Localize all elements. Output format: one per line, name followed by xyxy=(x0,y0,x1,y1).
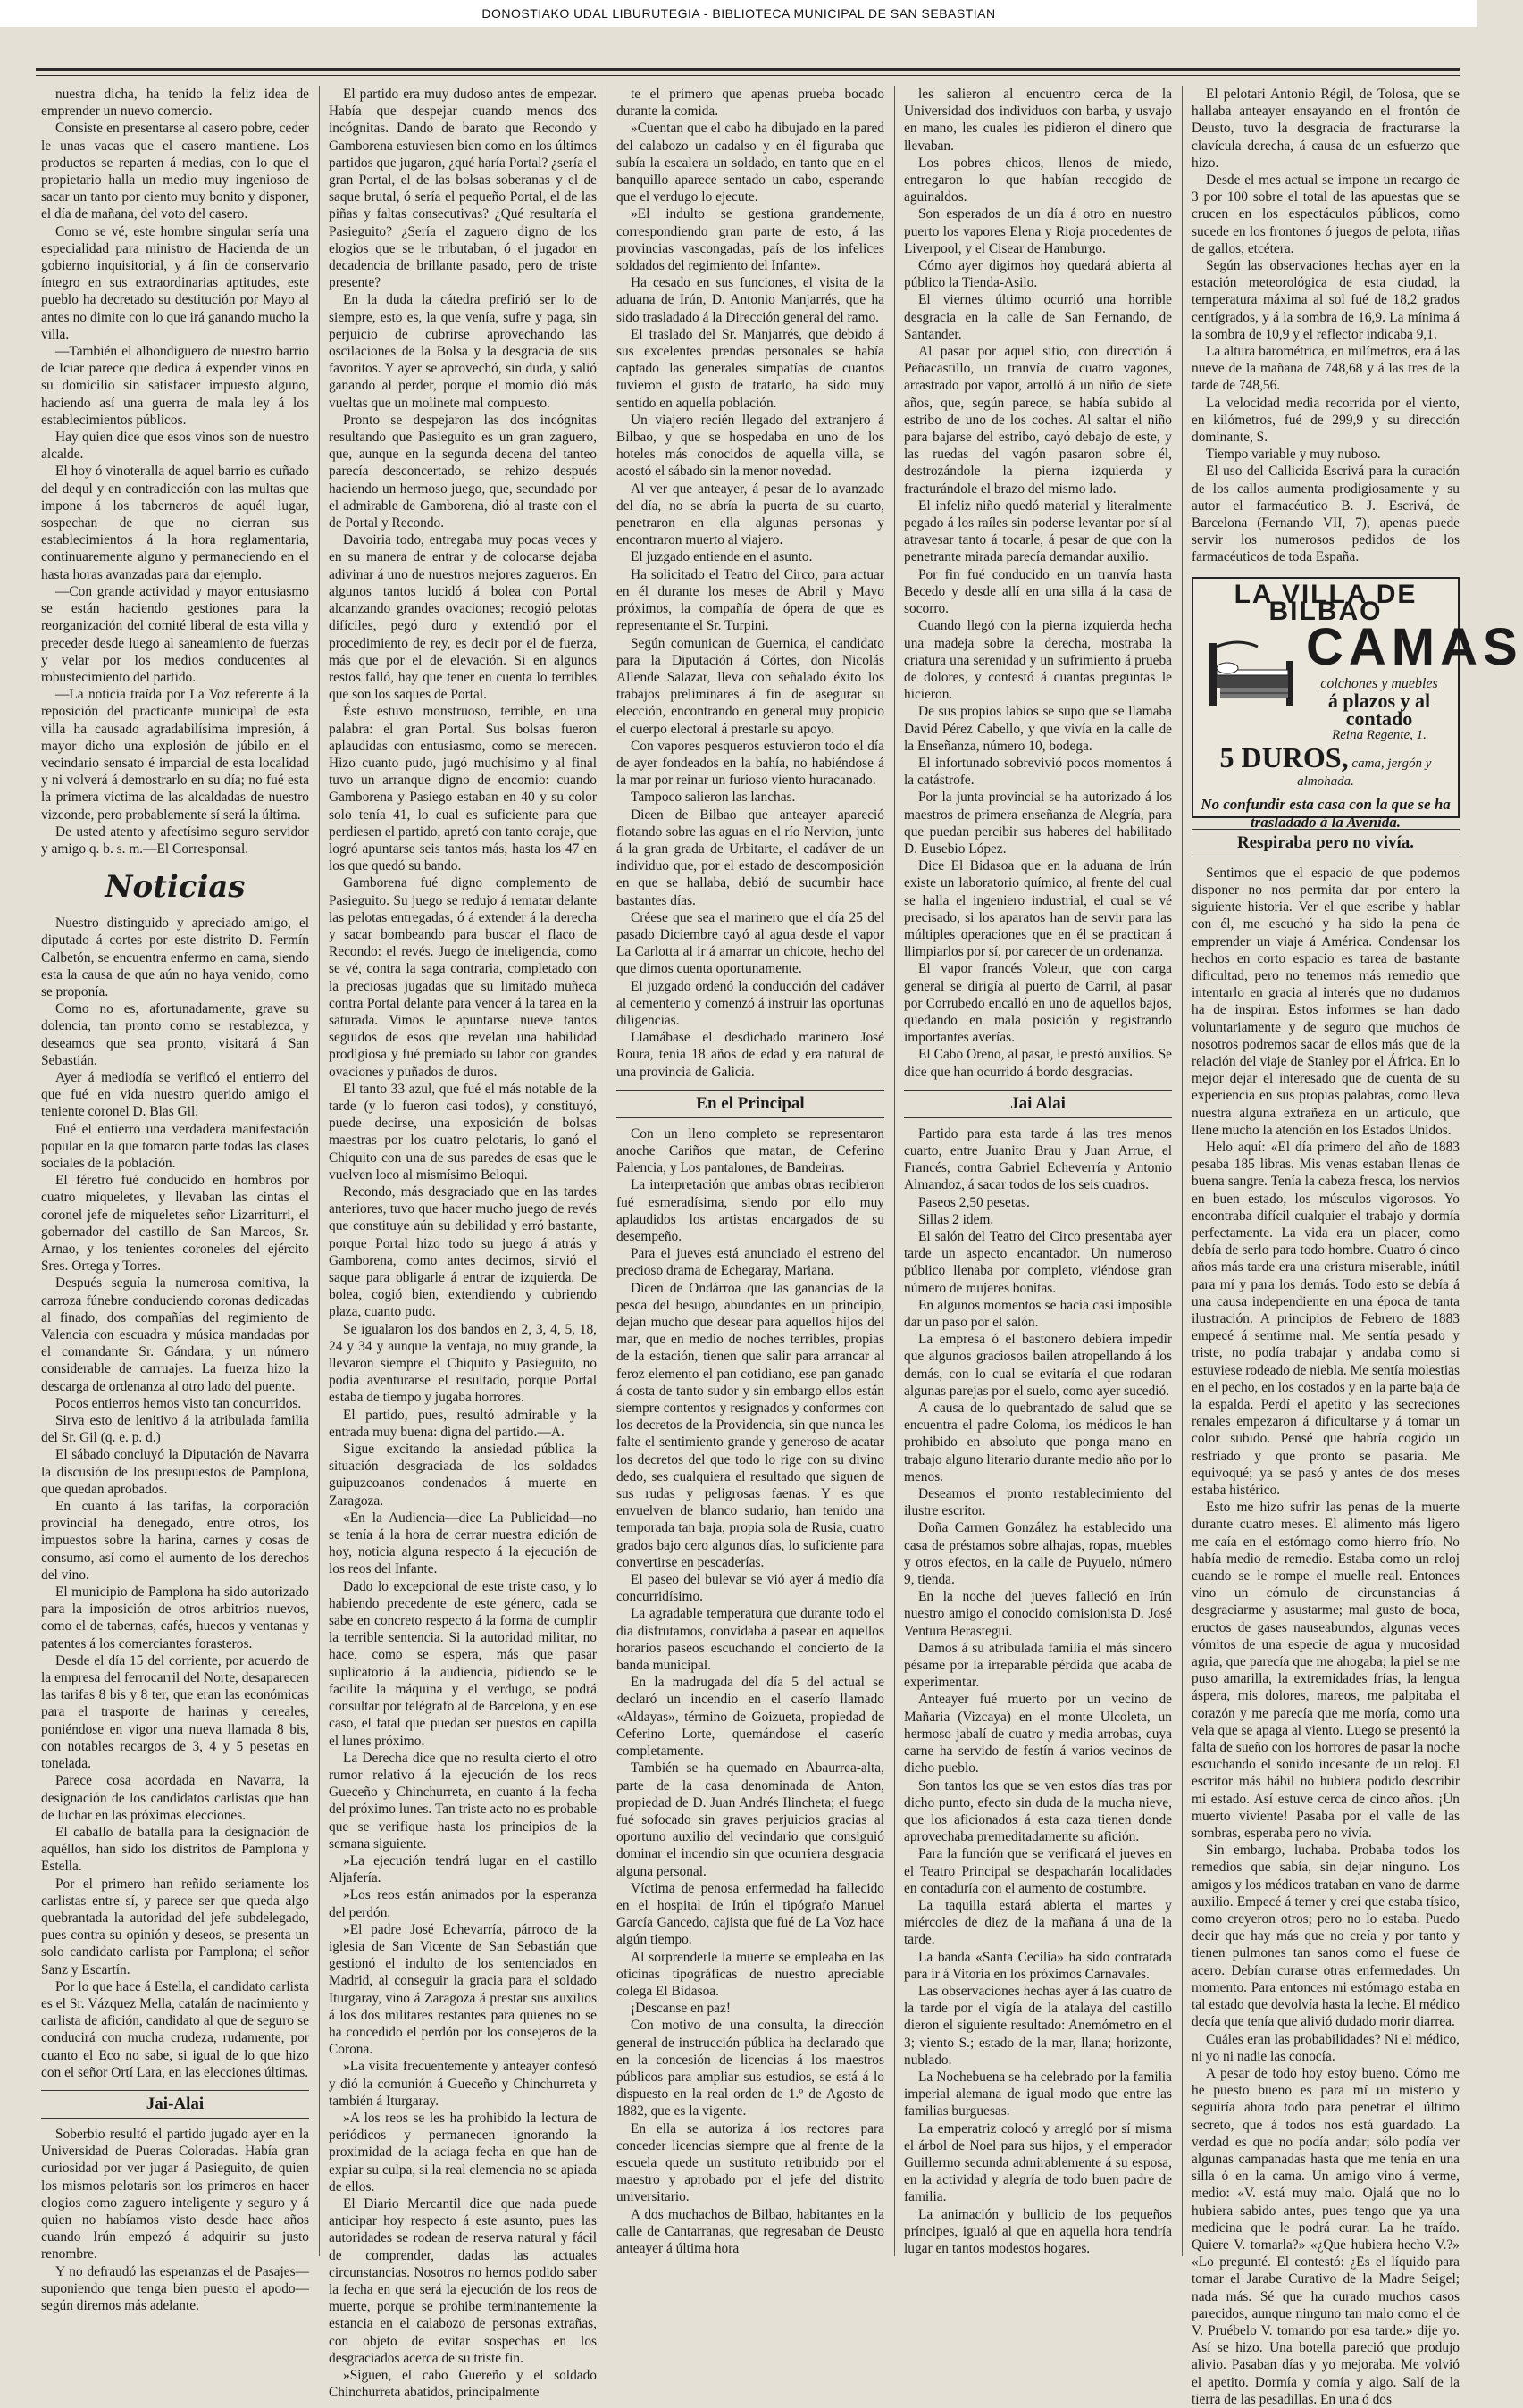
paragraph: De sus propios labios se supo que se llamaba David Pérez Cabello, y que vivía en la calle de la Enseñanza, número 10, bodega. xyxy=(904,704,1172,754)
paragraph: El traslado del Sr. Manjarrés, que debido á sus excelentes prendas personales se había captado las generales simpatías de cuantos tuvieron el gusto de tratarlo, ha sido muy sentido en aquella población. xyxy=(616,326,884,411)
top-double-rule xyxy=(36,68,1460,76)
paragraph: A dos muchachos de Bilbao, habitantes en la calle de Cantarranas, que regresaban de Deusto anteayer á última hora xyxy=(616,2206,884,2256)
column-2 xyxy=(329,86,597,2401)
column-divider xyxy=(319,86,320,2256)
paragraph: »La ejecución tendrá lugar en el castillo Aljafería. xyxy=(329,1852,597,1886)
paragraph: Sirva esto de lenitivo á la atribulada familia del Sr. Gil (q. e. p. d.) xyxy=(41,1413,309,1446)
library-header xyxy=(0,0,1477,27)
ad-subtitle: colchones y muebles xyxy=(1320,676,1438,692)
paragraph: Ha solicitado el Teatro del Circo, para actuar en él durante los meses de Abril y Mayo próximos, la compañía de ópera de que es representante el Sr. Turpini. xyxy=(616,566,884,634)
paragraph: Pronto se despejaron las dos incógnitas resultando que Pasieguito es un gran zaguero, que, aunque en la segunda decena del tanteo parecía desconcertado, se rehizo después haciendo un hermoso juego, que, secundado por el admirable de Gamborena, dió al traste con el de Portal y Recondo. xyxy=(329,412,597,531)
paragraph: Dicen de Ondárroa que las ganancias de la pesca del besugo, abundantes en un principio, dejan mucho que desear para aquellos hijos del mar, que en medio de noches terribles, propias de la estación, tienen que salir para arrancar al feroz elemento el pan cotidiano, ese pan ganado á costa de tanto sudor y sin embargo ellos están siempre contentos y resignados y conformes con los decretos de la Providencia, sin que nunca les falte el sentimiento grande y generoso de acatar los decretos del que todo lo rige con su divino dedo, ses cualquiera el resultado que siguen de sus rudas y peligrosas faenas. Y es que envuelven de blanco sudario, han tenido una temporada tan baja, propia sola de Rusia, cuatro grados bajo cero algunos días, lo suficiente para convertirse en pescaderías. xyxy=(616,1280,884,1570)
paragraph: El Cabo Oreno, al pasar, le prestó auxilios. Se dice que han ocurrido á bordo desgracias. xyxy=(904,1047,1172,1080)
paragraph: —La noticia traída por La Voz referente á la reposición del practicante municipal de esta villa ha causado agradabilísima impresión, á mayor dicho una explosión de júbilo en el vecindario sensato é imparcial de esta localidad y ni volverá á demostrarlo en su día; no fué esta la primera victima de las alcaldadas de nuestro vizconde, pero probablemente sí será la última. xyxy=(41,687,309,823)
paragraph: La emperatriz colocó y arregló por sí misma el árbol de Noel para sus hijos, y el emperador Guillermo secunda admirablemente á su esposa, en la actividad y alegría de todo buen padre de familia. xyxy=(904,2120,1172,2205)
paragraph: Tiempo variable y muy nuboso. xyxy=(1206,447,1381,463)
column-4 xyxy=(904,86,1172,2265)
paragraph: La Nochebuena se ha celebrado por la familia imperial alemana de igual modo que entre las familias burguesas. xyxy=(904,2069,1172,2120)
section-title-jai-alai-2: Jai Alai xyxy=(904,1090,1172,1118)
paragraph: Y no defraudó las esperanzas el de Pasajes—suponiendo que tenga bien puesto el apodo—según diremos más adelante. xyxy=(41,2263,309,2313)
ad-price-detail: cama, jergón y almohada. xyxy=(1297,756,1432,790)
paragraph: Por la junta provincial se ha autorizado á los maestros de primera enseñanza de Alegría, para que puedan percibir sus haberes del habilitado D. Eusebio López. xyxy=(904,790,1172,857)
ad-product-camas: CAMAS xyxy=(1306,618,1523,677)
paragraph: Cuáles eran las probabilidades? Ni el médico, ni yo ni nadie las conocía. xyxy=(1192,2031,1460,2064)
paragraph: En la madrugada del día 5 del actual se declaró un incendio en el caserío llamado «Aldayas», término de Goizueta, propiedad de Ceferino Lorte, quemándose el caserío completamente. xyxy=(616,1675,884,1760)
paragraph: Fué el entierro una verdadera manifestación popular en la que tomaron parte todas las clases sociales de la población. xyxy=(41,1121,309,1171)
paragraph: El salón del Teatro del Circo presentaba ayer tarde un aspecto encantador. Un numeroso público llenaba por completo, viéndose gran número de mujeres bonitas. xyxy=(904,1229,1172,1296)
bed-illustration-icon xyxy=(1202,634,1301,715)
paragraph: Hay quien dice que esos vinos son de nuestro alcalde. xyxy=(41,430,309,463)
paragraph: Al pasar por aquel sitio, con dirección á Peñacastillo, un tranvía de cuatro vagones, arrastrado por vapor, arrolló á un niño de siete años, que, según parece, se había subido al estribo de uno de los coches. Al saltar el niño para bajarse del estribo, cayó debajo de este, y las ruedas del vagón pasaron sobre él, destrozándole la pierna izquierda y fracturándole el brazo del mismo lado. xyxy=(904,344,1172,497)
paragraph: Según comunican de Guernica, el candidato para la Diputación á Córtes, don Nicolás Allende Salazar, lleva con señalado éxito los trabajos preliminares á fin de asegurar su elección, encontrando en general muy propicio el cuerpo electoral á prestarle su apoyo. xyxy=(616,635,884,737)
paragraph: Son esperados de un día á otro en nuestro puerto los vapores Elena y Rioja procedentes de Liverpool, y el Cisear de Hamburgo. xyxy=(904,206,1172,256)
paragraph: Consiste en presentarse al casero pobre, ceder le unas vacas que el casero mantiene. Los productos se reparten á medias, con lo que el propietario halla un medio muy ingenioso de sacar un tanto por ciento muy bonito y disponer, el día de mañana, del voto del casero. xyxy=(41,121,309,222)
paragraph: La agradable temperatura que durante todo el día disfrutamos, convidaba á pasear en aquellos horarios paseos escuchando el concierto de la banda municipal. xyxy=(616,1606,884,1674)
paragraph: Llamábase el desdichado marinero José Roura, tenía 18 años de edad y era natural de una provincia de Galicia. xyxy=(616,1030,884,1080)
paragraph: Ayer á mediodía se verificó el entierro del que fué en vida nuestro querido amigo el teniente coronel D. Blas Gil. xyxy=(41,1069,309,1120)
paragraph: El hoy ó vinoteralla de aquel barrio es cuñado del dequl y en contradicción con las multas que impone á los taberneros de aquél lugar, sospechan de que no cierran sus establecimientos á la hora reglamentaria, continuaremente alguno y permaneciendo en el hasta horas avanzadas para dar ejemplo. xyxy=(41,464,309,582)
paragraph: Para el jueves está anunciado el estreno del precioso drama de Echegaray, Mariana. xyxy=(616,1246,884,1279)
paragraph: Parece cosa acordada en Navarra, la designación de los candidatos carlistas que han de luchar en las próximas elecciones. xyxy=(41,1773,309,1823)
paragraph: De usted atento y afectísimo seguro servidor y amigo q. b. s. m.—El Corresponsal. xyxy=(41,824,309,857)
section-title-jai-alai: Jai-Alai xyxy=(41,2090,309,2119)
paragraph: Pocos entierros hemos visto tan concurridos. xyxy=(55,1395,302,1411)
paragraph: A pesar de todo hoy estoy bueno. Cómo me he puesto bueno es para mí un misterio y seguiría ahora todo para penetrar el último secreto, que á todos nos está guardado. La verdad es que no podía andar; sólo podía ver algunas campanadas hasta que me tenía en una silla ó en la cama. Un amigo vino á verme, medio: «V. está muy malo. Ojalá que no lo hubiera sabido antes, pues tengo que ya una medicina que le podrá curar. La he traído. Quiere V. tomarla?» «¿Que hubiera hecho V.?» «Lo pregunté. El contestó: ¿Es el líquido para tomar el Jarabe Curativo de la Madre Seigel; nada más. Sé que ha curado muchos casos parecidos, aunque ninguno tan malo como el de V. Pruébelo V. tomando por esa tarde.» dije yo. Así se hizo. Una botella pareció que produjo alivio. Pasaban días y yo mejoraba. Me volvió el apetito. Dormía y comía y algo. Salí de la tierra de las pesadillas. En una ó dos xyxy=(1192,2065,1460,2407)
paragraph: La velocidad media recorrida por el viento, en kilómetros, fué de 299,9 y su dirección dominante, S. xyxy=(1192,395,1460,446)
paragraph: Al ver que anteayer, á pesar de lo avanzado del día, no se abría la puerta de su cuarto, penetraron en ella algunas personas y encontraron muerto al viajero. xyxy=(616,481,884,548)
paragraph: Por el primero han reñido seriamente los carlistas entre sí, y parece ser que queda algo quebrantada la autoridad del jefe subdelegado, pues contra su opinión y deseos, se presenta un solo candidato carlista por Pamplona; el señor Sanz y Escartín. xyxy=(41,1876,309,1977)
paragraph: Sillas 2 idem. xyxy=(918,1211,994,1227)
paragraph: »Siguen, el cabo Guereño y el soldado Chinchurreta abatidos, principalmente xyxy=(329,2368,597,2401)
paragraph: Con motivo de una consulta, la dirección general de instrucción pública ha declarado que en la concesión de licencias á los maestros públicos para ampliar sus estudios, se está á lo dispuesto en la real orden de 1.º de Agosto de 1882, que es la vigente. xyxy=(616,2018,884,2120)
paragraph: Soberbio resultó el partido jugado ayer en la Universidad de Pueras Coloradas. Había gran curiosidad por ver jugar á Pasieguito, de quien los mismos pelotaris son los primeros en hacer elogios como zaguero inteligente y seguro y á quien no habíamos visto desde hace años cuando Irún empezó á adquirir su justo renombre. xyxy=(41,2126,309,2262)
paragraph: El viernes último ocurrió una horrible desgracia en la calle de San Fernando, de Santander. xyxy=(904,292,1172,342)
paragraph: Esto me hizo sufrir las penas de la muerte durante cuatro meses. El alimento más ligero me caía en el estómago como hierro frío. No había medio de remedio. Estaba como un reloj cuando se le rompe el muelle real. Entonces vino un cómulo de circunstancias á desgraciarme y asustarme; mal gusto de boca, eructos de gases nauseabundos, algunas veces vómitos de una especie de agua y mucosidad agria, que parecía que me ahogaba; la piel se me puso amarilla, la extremidades frías, la lengua áspera, mis dolores, mareos, me palpitaba el corazón y me parecía que me moría, como una vela que se apaga al viento. Luego se presentó la falta de sueño con los horrores de pasar la noche escuchando el sonido incesante de un reloj. El escritor más hábil no hubiera podido describir mi estado. Así estuve cerca de cinco años. ¡Un muerto viviente! Pasaba por el valle de las sombras, esperaba pero no vivía. xyxy=(1192,1500,1460,1842)
column-1 xyxy=(41,86,309,2313)
paragraph: Éste estuvo monstruoso, terrible, en una palabra: el gran Portal. Sus bolsas fueron aplaudidas con entusiasmo, como se merecen. Hizo cuanto pudo, jugó muchísimo y al final tuvo un arranque digno de encomio: cuando Gamborena y Pasiego estaban en 40 y su color solo tenía 41, lo cual es suficiente para que perdiesen el partido, apretó con tanto coraje, que logró apuntarse seis tantos más, hasta los 47 en los que quedó su bando. xyxy=(329,704,597,874)
paragraph: Al sorprenderle la muerte se empleaba en las oficinas tipográficas de nuestro apreciable colega El Bidasoa. xyxy=(616,1949,884,1999)
paragraph: El féretro fué conducido en hombros por cuatro miqueletes, y llevaban las cintas el coronel jefe de miqueletes señor Lizarriturri, el gobernador del castillo de San Marcos, Sr. Arnao, y los tenientes coroneles del ejército Sres. Ortega y Torres. xyxy=(41,1173,309,1275)
paragraph: Nuestro distinguido y apreciado amigo, el diputado á cortes por este distrito D. Fermín Calbetón, se encuentra enfermo en cama, siendo esta la causa de que aún no haya venido, como se proponía. xyxy=(41,916,309,999)
advertisement-villa-de-bilbao xyxy=(1192,577,1523,831)
paragraph: El sábado concluyó la Diputación de Navarra la discusión de los presupuestos de Pamplona, que quedan aprobados. xyxy=(41,1447,309,1497)
paragraph: El juzgado entiende en el asunto. xyxy=(631,549,813,565)
paragraph: Con vapores pesqueros estuvieron todo el día de ayer fondeados en la bahía, no habiéndose á la mar por reinar un furioso viento huracanado. xyxy=(616,738,884,789)
paragraph: Dice El Bidasoa que en la aduana de Irún existe un laboratorio químico, al frente del cual se halla el ingeniero industrial, el cual se vé precisado, si los aparatos han de servir para las múltiples operaciones que en él se practican á llimpiarlos por sí, por carecer de un ordenanza. xyxy=(904,858,1172,960)
paragraph: A causa de lo quebrantado de salud que se encuentra el padre Coloma, los médicos le han prohibido en absoluto que ponga mano en trabajo alguno literario durante medio año por lo menos. xyxy=(904,1400,1172,1484)
column-3 xyxy=(616,86,884,2265)
paragraph: «En la Audiencia—dice La Publicidad—no se tenía á la hora de cerrar nuestra edición de hoy, noticia alguna respecto á la ejecución de los reos del Infante. xyxy=(329,1509,597,1577)
paragraph: Por fin fué conducido en un tranvía hasta Becedo y desde allí en una silla á la casa de socorro. xyxy=(904,566,1172,617)
paragraph: El juzgado ordenó la conducción del cadáver al cementerio y comenzó á instruir las oportunas diligencias. xyxy=(616,978,884,1028)
paragraph: »A los reos se les ha prohibido la lectura de periódicos y permanecen ignorando la proximidad de la aciaga fecha en que han de expiar su culpa, si la real clemencia no se apiada de ellos. xyxy=(329,2110,597,2195)
paragraph: El partido era muy dudoso antes de empezar. Había que despejar cuando menos dos incógnitas. Dando de barato que Recondo y Gamborena estuviesen bien como en los últimos partidos que jugaron, ¿qué haría Portal? ¿sería el gran Portal, el de las bolsas soberanas y el de saque brutal, ó sería el pequeño Portal, el de las piñas y faltas consecutivas? ¿Qué resultaría el Pasieguito? ¿Sería el zaguero digno de los elogios que se le tributaban, ó el jugador en decadencia de brillante pasado, pero de triste presente? xyxy=(329,87,597,291)
paragraph: Se igualaron los dos bandos en 2, 3, 4, 5, 18, 24 y 34 y aunque la ventaja, no muy grande, la llevaron siempre el Chiquito y Pasieguito, no podía aventurarse el resultado, porque Portal estaba de tiempo y jugaba horrores. xyxy=(329,1321,597,1406)
library-title: DONOSTIAKO UDAL LIBURUTEGIA - BIBLIOTECA MUNICIPAL DE SAN SEBASTIAN xyxy=(481,6,996,21)
paragraph: Cómo ayer digimos hoy quedará abierta al público la Tienda-Asilo. xyxy=(904,258,1172,291)
paragraph: Dicen de Bilbao que anteayer apareció flotando sobre las aguas en el río Nervion, junto á la gran grada de Urbitarte, el cadáver de un individuo que, por el estado de descomposición en que se hallaba, debió de sucumbir hace bastantes días. xyxy=(616,807,884,908)
paragraph: »El indulto se gestiona grandemente, correspondiendo gran parte de esto, á las provincias vascongadas, país de los infelices soldados del regimiento del Infante». xyxy=(616,206,884,274)
paragraph: En cuanto á las tarifas, la corporación provincial ha denegado, entre otros, los impuestos sobre la harina, carnes y cosas de consumo, así como el aumento de los derechos del vino. xyxy=(41,1499,309,1583)
paragraph: —También el alhondiguero de nuestro barrio de Iciar parece que dedica á expender vinos en su domicilio sin satisfacer impuesto alguno, haciendo así una guerra de mala ley á los establecimientos públicos. xyxy=(41,344,309,428)
paragraph: Víctima de penosa enfermedad ha fallecido en el hospital de Irún el tipógrafo Manuel García Gancedo, cajista que fué de La Voz hace algún tiempo. xyxy=(616,1880,884,1948)
paragraph: Desde el día 15 del corriente, por acuerdo de la empresa del ferrocarril del Norte, desaparecen las tarifas 8 bis y 8 ter, que eran las económicas para el trasporte de harinas y cereales, poniéndose en vigor una nueva llamada 8 bis, con notables recargos de 3, 4 y 5 pesetas en tonelada. xyxy=(41,1652,309,1772)
paragraph: Después seguía la numerosa comitiva, la carroza fúnebre conduciendo coronas dedicadas al finado, dos compañías del regimiento de Valencia con escuadra y música mandadas por el comandante Sr. Gándara, y un número considerable de carruajes. La fuerza hizo la descarga de ordenanza al otro lado del puente. xyxy=(41,1275,309,1394)
paragraph: »Cuentan que el cabo ha dibujado en la pared del calabozo un cadalso y en él figuraba que subía la escalera un soldado, en tanto que en el banquillo aparece sentado un cabo, esperando que el verdugo lo ejecute. xyxy=(616,121,884,205)
paragraph: Dado lo excepcional de este triste caso, y lo habiendo precedente de este género, cada se sabe en concreto respecto á la forma de cumplir la terrible sentencia. Si la autoridad militar, no hace, como se espera, más que pasar suplicatorio á la audiencia, pidiendo se le facilite la máquina y el verdugo, se podrá consultar por telégrafo al de Barcelona, y en ese caso, el fatal que puedan ser puestos en capilla el lunes próximo. xyxy=(329,1578,597,1749)
paragraph: Cuando llegó con la pierna izquierda hecha una madeja sobre la derecha, mostraba la criatura una serenidad y un sufrimiento á prueba de dolores, y contestó á cuantas preguntas le hicieron. xyxy=(904,618,1172,703)
paragraph: Doña Carmen González ha establecido una casa de préstamos sobre alhajas, ropas, muebles y otros efectos, en la calle de Puyuelo, número 9, tienda. xyxy=(904,1520,1172,1588)
paragraph: te el primero que apenas prueba bocado durante la comida. xyxy=(616,87,884,120)
paragraph: Deseamos el pronto restablecimiento del ilustre escritor. xyxy=(904,1486,1172,1519)
column-5 xyxy=(1192,86,1523,2407)
paragraph: El vapor francés Voleur, que con carga general se dirigía al puerto de Carril, al pasar por Corrubedo encalló en uno de aquellos bajos, quedando en mala posición y registrando importantes averías. xyxy=(904,961,1172,1046)
column-divider xyxy=(894,86,895,2256)
ad-store-name: LA VILLA DE BILBAO xyxy=(1234,579,1418,626)
paragraph: Con un lleno completo se representaron anoche Cariños que matan, de Ceferino Palencia, y Los pantalones, de Bandeiras. xyxy=(616,1125,884,1176)
paragraph: En algunos momentos se hacía casi imposible dar un paso por el salón. xyxy=(904,1297,1172,1331)
paragraph: Los pobres chicos, llenos de miedo, entregaron lo que habían recogido de aguinaldos. xyxy=(904,155,1172,205)
paragraph: En ella se autoriza á los rectores para conceder licencias siempre que al frente de la escuela quede un sustituto retribuido por el maestro y aprobado por el jefe del distrito universitario. xyxy=(616,2120,884,2205)
paragraph: Por lo que hace á Estella, el candidato carlista es el Sr. Vázquez Mella, catalán de nacimiento y carlista de afición, candidato al que de seguro se conducirá con mucha crudeza, rudamente, por cuanto el Eco no sabe, si igual de lo que hizo con el señor Ortí Lara, en las elecciones últimas. xyxy=(41,1978,309,2080)
paragraph: En la noche del jueves falleció en Irún nuestro amigo el conocido comisionista D. José Ventura Berastegui. xyxy=(904,1589,1172,1639)
paragraph: Tampoco salieron las lanchas. xyxy=(631,790,796,806)
paragraph: Recondo, más desgraciado que en las tardes anteriores, tuvo que hacer mucho juego de revés que constituye aún su debilidad y erró bastante, porque Portal hizo todo su juego á atrás y Gamborena, como antes decimos, sirvió el saque para obligarle á entrar de izquierda. De bolea, cogió bien, extendiendo y cubriendo plaza, cuanto pudo. xyxy=(329,1184,597,1320)
paragraph: Para la función que se verificará el jueves en el Teatro Principal se despacharán localidades en contaduría con el aumento de costumbre. xyxy=(904,1846,1172,1896)
paragraph: El caballo de batalla para la designación de aquéllos, han sido los distritos de Pamplona y Estella. xyxy=(41,1824,309,1875)
paragraph: El paseo del bulevar se vió ayer á medio día concurridísimo. xyxy=(616,1572,884,1605)
paragraph: Las observaciones hechas ayer á las cuatro de la tarde por el vigía de la atalaya del castillo dieron el siguiente resultado: Anemómetro en el 3; viento S.; estado de la mar, llana; horizonte, nublado. xyxy=(904,1983,1172,2068)
paragraph: Anteayer fué muerto por un vecino de Mañaria (Vizcaya) en el monte Ulcoleta, un hermoso jabalí de cuatro y media arrobas, cuya carne ha servido de festín á varios vecinos de dicho pueblo. xyxy=(904,1692,1172,1777)
paragraph: Son tantos los que se ven estos días tras por dicho punto, efecto sin duda de la mucha nieve, que los aficionados á esta caza tienen donde aprovechaba premeditadamente su afición. xyxy=(904,1777,1172,1845)
paragraph: Como se vé, este hombre singular sería una especialidad para ministro de Hacienda de un gobierno inquisitorial, y á fin de conservario íntegro en sus extraordinarias aptitudes, este pueblo ha decretado su destitución por Mayo al antes no dimite con lo que irá ganando mucho la villa. xyxy=(41,223,309,342)
paragraph: Créese que sea el marinero que el día 25 del pasado Diciembre cayó al agua desde el vapor La Carlotta al ir á amarrar un chicote, hecho del que dimos cuenta oportunamente. xyxy=(616,909,884,977)
paragraph: También se ha quemado en Abaurrea-alta, parte de la casa denominada de Anton, propiedad de D. Juan Andrés Ilincheta; el fuego fué sofocado sin graves perjuicios gracias al oportuno auxilio del vecindario que consiguió dominar el incendio sin que ocurriera desgracia alguna personal. xyxy=(616,1760,884,1879)
paragraph: Un viajero recién llegado del extranjero á Bilbao, y que se hospedaba en uno de los hoteles más conocidos de aquella villa, se acostó el sábado sin la menor novedad. xyxy=(616,412,884,480)
paragraph: El tanto 33 azul, que fué el más notable de la tarde (y lo fueron casi todos), y constituyó, puede decirse, una exposición de bolsas maestras por los cuatro pelotaris, lo ganó el Chiquito con una de sus paredes de esas que le vuelven loco al mismísimo Beloqui. xyxy=(329,1081,597,1183)
paragraph: Como no es, afortunadamente, grave su dolencia, tan pronto como se restablezca, y deseamos que sea pronto, visitará á San Sebastián. xyxy=(41,1001,309,1068)
ad-payment-terms: á plazos y al contado xyxy=(1327,690,1431,730)
paragraph: Gamborena fué digno complemento de Pasieguito. Su juego se redujo á rematar delante las pelotas entregadas, ó á extender á la derecha y sacar bombeando para buscar el flaco de Recondo: el revés. Juego de inteligencia, como se vé, contra la saga contraria, completado con la preciosas jugadas que su limitado muñeca contra Portal delante para vencer á la tarea en la saturada. Vimos le apuntarse nueve tantos seguidos de esos que revelan una habilidad prodigiosa y fué premiado su labor con grandes ovaciones y puñados de duros. xyxy=(329,875,597,1080)
paragraph: »La visita frecuentemente y anteayer confesó y dió la comunión á Gueceño y Chinchurreta y también á Iturgaray. xyxy=(329,2059,597,2109)
paragraph: Partido para esta tarde á las tres menos cuarto, entre Juanito Brau y Juan Arrue, el Francés, contra Gabriel Echeverría y Antonio Almandoz, á sacar todos de los seis cuadros. xyxy=(904,1125,1172,1193)
paragraph: Sigue excitando la ansiedad pública la situación desgraciada de los soldados guipuzcoanos condenados á muerte en Zaragoza. xyxy=(329,1442,597,1509)
ad-address: Reina Regente, 1. xyxy=(1332,727,1427,742)
paragraph: La altura barométrica, en milímetros, era á las nueve de la mañana de 748,68 y á las tres de la tarde de 748,56. xyxy=(1192,344,1460,394)
paragraph: les salieron al encuentro cerca de la Universidad dos individuos con barba, y usvajo en mano, les cuales les pidieron el dinero que llevaban. xyxy=(904,87,1172,154)
paragraph: ¡Descanse en paz! xyxy=(631,2001,731,2017)
paragraph: nuestra dicha, ha tenido la feliz idea de emprender un nuevo comercio. xyxy=(41,87,309,120)
paragraph: La banda «Santa Cecilia» ha sido contratada para ir á Vitoria en los próximos Carnavales. xyxy=(904,1949,1172,1982)
paragraph: La animación y bullicio de los pequeños príncipes, igualó al que en aquella hora tendría lugar en tantos modestos hogares. xyxy=(904,2206,1172,2256)
paragraph: Damos á su atribulada familia el más sincero pésame por la irreparable pérdida que acaba de experimentar. xyxy=(904,1640,1172,1691)
paragraph: El infeliz niño quedó material y literalmente pegado á los raíles sin poderse levantar por sí al atravesar tanto á tocarle, á pesar de que con la penetrante mirada parecía demandar auxilio. xyxy=(904,497,1172,565)
paragraph: Según las observaciones hechas ayer en la estación meteorológica de esta ciudad, la temperatura máxima al sol fué de 18,2 grados centígrados, y á la sombra de 16,9. La mínima á la sombra de 10,9 y el reflector indicaba 9,1. xyxy=(1192,258,1460,342)
paragraph: El pelotari Antonio Régil, de Tolosa, que se hallaba anteayer ensayando en el frontón de Deusto, tuvo la desgracia de fracturarse la clavícula derecha, á causa de un esfuerzo que hizo. xyxy=(1192,87,1460,171)
paragraph: El infortunado sobrevivió pocos momentos á la catástrofe. xyxy=(904,755,1172,789)
paragraph: El Diario Mercantil dice que nada puede anticipar hoy respecto á este asunto, pues las autoridades se rodean de reserva natural y fácil de comprender, dadas las actuales circunstancias. Nosotros no hemos podido saber la fecha en que será la ejecución de los reos de muerte, porque se prohibe terminantemente la estancia en el calabozo de personas extrañas, con objeto de evitar sospechas en los desgraciados acerca de su triste fin. xyxy=(329,2195,597,2366)
paragraph: La taquilla estará abierta el martes y miércoles de diez de la mañana á una de la tarde. xyxy=(904,1897,1172,1948)
paragraph: Davoiria todo, entregaba muy pocas veces y en su manera de entrar y de colocarse dejaba adivinar á uno de nuestros mejores zagueros. En algunos tantos lucidó á bolea con Portal alcanzando grandes ovaciones; recogió pelotas difíciles, pegó duro y extendió por el procedimiento de rey, es decir por el de fuerza, más que por el de elevación. Si en algunos restos falló, hay que tener en cuenta lo terribles que son los saques de Portal. xyxy=(329,532,597,703)
paragraph: Helo aquí: «El día primero del año de 1883 pesaba 185 libras. Mis venas estaban llenas de buena sangre. Tenía la cabeza fresca, los nervios en buen estado, los músculos vigorosos. Yo encontraba difícil cualquier el trabajo y dormía perfectamente. La vida era un placer, como debía de serlo para todo hombre. Cuatro ó cinco años más tarde era una cristura miserable, inútil para mí y para los demás. Todo esto se debía á una causa independiente en una época de tanta ilustración. A principios de Febrero de 1883 empecé á sentirme mal. Me sentía pesado y triste, no podía trabajar y andaba como si estuviese rodeado de niebla. Me sentía molestias en el pecho, en los costados y en la parte baja de la espalda. Perdí el apetito y las secreciones renales empezaron á dificultarse y á tomar un color subido. Pensé que habría cogido un resfriado y que pronto se pasaría. Me equivoqué; ya se pasó y antes de dos meses estaba histérico. xyxy=(1192,1139,1460,1498)
paragraph: La interpretación que ambas obras recibieron fué esmeradísima, siendo por ello muy aplaudidos los artistas encargados de su desempeño. xyxy=(616,1177,884,1244)
paragraph: Ha cesado en sus funciones, el visita de la aduana de Irún, D. Antonio Manjarrés, que ha sido trasladado á la Dirección general del ramo. xyxy=(616,275,884,325)
paragraph: El municipio de Pamplona ha sido autorizado para la imposición de otros arbitrios nuevos, como el de tabernas, cafés, huecos y ventanas y patentes á los comerciantes forasteros. xyxy=(41,1584,309,1651)
column-divider xyxy=(1182,86,1183,2256)
paragraph: La Derecha dice que no resulta cierto el otro rumor relativo á la ejecución de los reos Gueceño y Chinchurreta, en cuanto á la fecha del próximo lunes. Tan triste acto no es probable que se verifique hasta los principios de la semana siguiente. xyxy=(329,1750,597,1852)
paragraph: La empresa ó el bastonero debiera impedir que algunos graciosos bailen atropellando á los demás, con lo cual se evitaría el que rodaran algunas parejas por el suelo, como ayer sucedió. xyxy=(904,1332,1172,1399)
paragraph: —Con grande actividad y mayor entusiasmo se están haciendo gestiones para la reorganización del comité liberal de esta villa y preceder desde luego al saneamiento de fuerzas y velar por los medios conducentes al robustecimiento del partido. xyxy=(41,583,309,685)
section-title-en-el-principal: En el Principal xyxy=(616,1090,884,1118)
section-title-respiraba: Respiraba pero no vivía. xyxy=(1192,829,1460,857)
paragraph: »El padre José Echevarría, párroco de la iglesia de San Vicente de San Sebastián que gestionó el indulto de los sentenciados en Madrid, al conseguir la gracia para el soldado Iturgaray, vino á Zaragoza á prestar sus auxilios á los dos militares restantes para quienes no se ha concedido el perdón por los consejeros de la Corona. xyxy=(329,1921,597,2058)
ad-price: 5 DUROS, xyxy=(1219,740,1349,773)
paragraph: Sin embargo, luchaba. Probaba todos los remedios que sabía, sin dejar ninguno. Los amigos y los médicos trataban en vano de darme auxilio. Empecé á temer y creí que estaba tísico, como creyeron otros; pero no lo estaba. Puedo decir que hay más que no creía y por tanto y tienen pulmones tan sanos como el fuese de acero. Debían curarse otras enfermedades. Un momento. Para entonces mi estómago estaba en tal estado que devolvía hasta la leche. El médico decía que tenía que alivió dudado morir diarrea. xyxy=(1192,1843,1460,2030)
ad-notice: No confundir esta casa con la que se ha trasladado á la Avenida. xyxy=(1201,796,1451,831)
paragraph: El partido, pues, resultó admirable y la entrada muy buena: digna del partido.—A. xyxy=(329,1407,597,1440)
section-title-noticias: Noticias xyxy=(105,869,246,906)
columns-container xyxy=(41,86,1523,2407)
paragraph: En la duda la cátedra prefirió ser lo de siempre, esto es, la que venía, sufre y paga, sin perjuicio de cubrirse aprovechando las oscilaciones de la Bolsa y la desgracia de sus favoritos. Y ayer se aprovechó, sin duda, y salió ganando al perder, porque el momio dió más vueltas que un molinete mal compuesto. xyxy=(329,292,597,411)
paragraph: Desde el mes actual se impone un recargo de 3 por 100 sobre el total de las apuestas que se crucen en los espectáculos públicos, como sucede en los frontones ó juegos de pelota, riñas de gallos, etcétera. xyxy=(1192,172,1460,256)
paragraph: Sentimos que el espacio de que podemos disponer no nos permita dar por entero la siguiente historia. Ver el que escribe y hablar con él, me escuchó y ha sido la pena de emprender un viaje á América. Condensar los hechos en corto espacio es tarea de bastante dificultad, pero no tenemos más remedio que intentarlo en gracia al interés que no dudamos ha de inspirar. Estos informes se han dado voluntariamente y de seguro que muchos de nosotros podremos sacar de ellos más que de la relación del viaje de Stanley por el África. En lo mejor dejar el interesado que de cuenta de su experiencia en sus propias palabras, como lleva nuestra alguna extrañeza en un artículo, que llene mucho la atención en los Estados Unidos. xyxy=(1192,865,1460,1138)
paragraph: »Los reos están animados por la esperanza del perdón. xyxy=(329,1887,597,1920)
paragraph: Paseos 2,50 pesetas. xyxy=(918,1194,1030,1210)
paragraph: El uso del Callicida Escrivá para la curación de los callos aumenta prodigiosamente y su autor el farmacéutico B. J. Escrivá, de Barcelona (Fernando VII, 7), apenas puede servir los numerosos pedidos de los farmacéuticos de toda España. xyxy=(1192,464,1460,565)
